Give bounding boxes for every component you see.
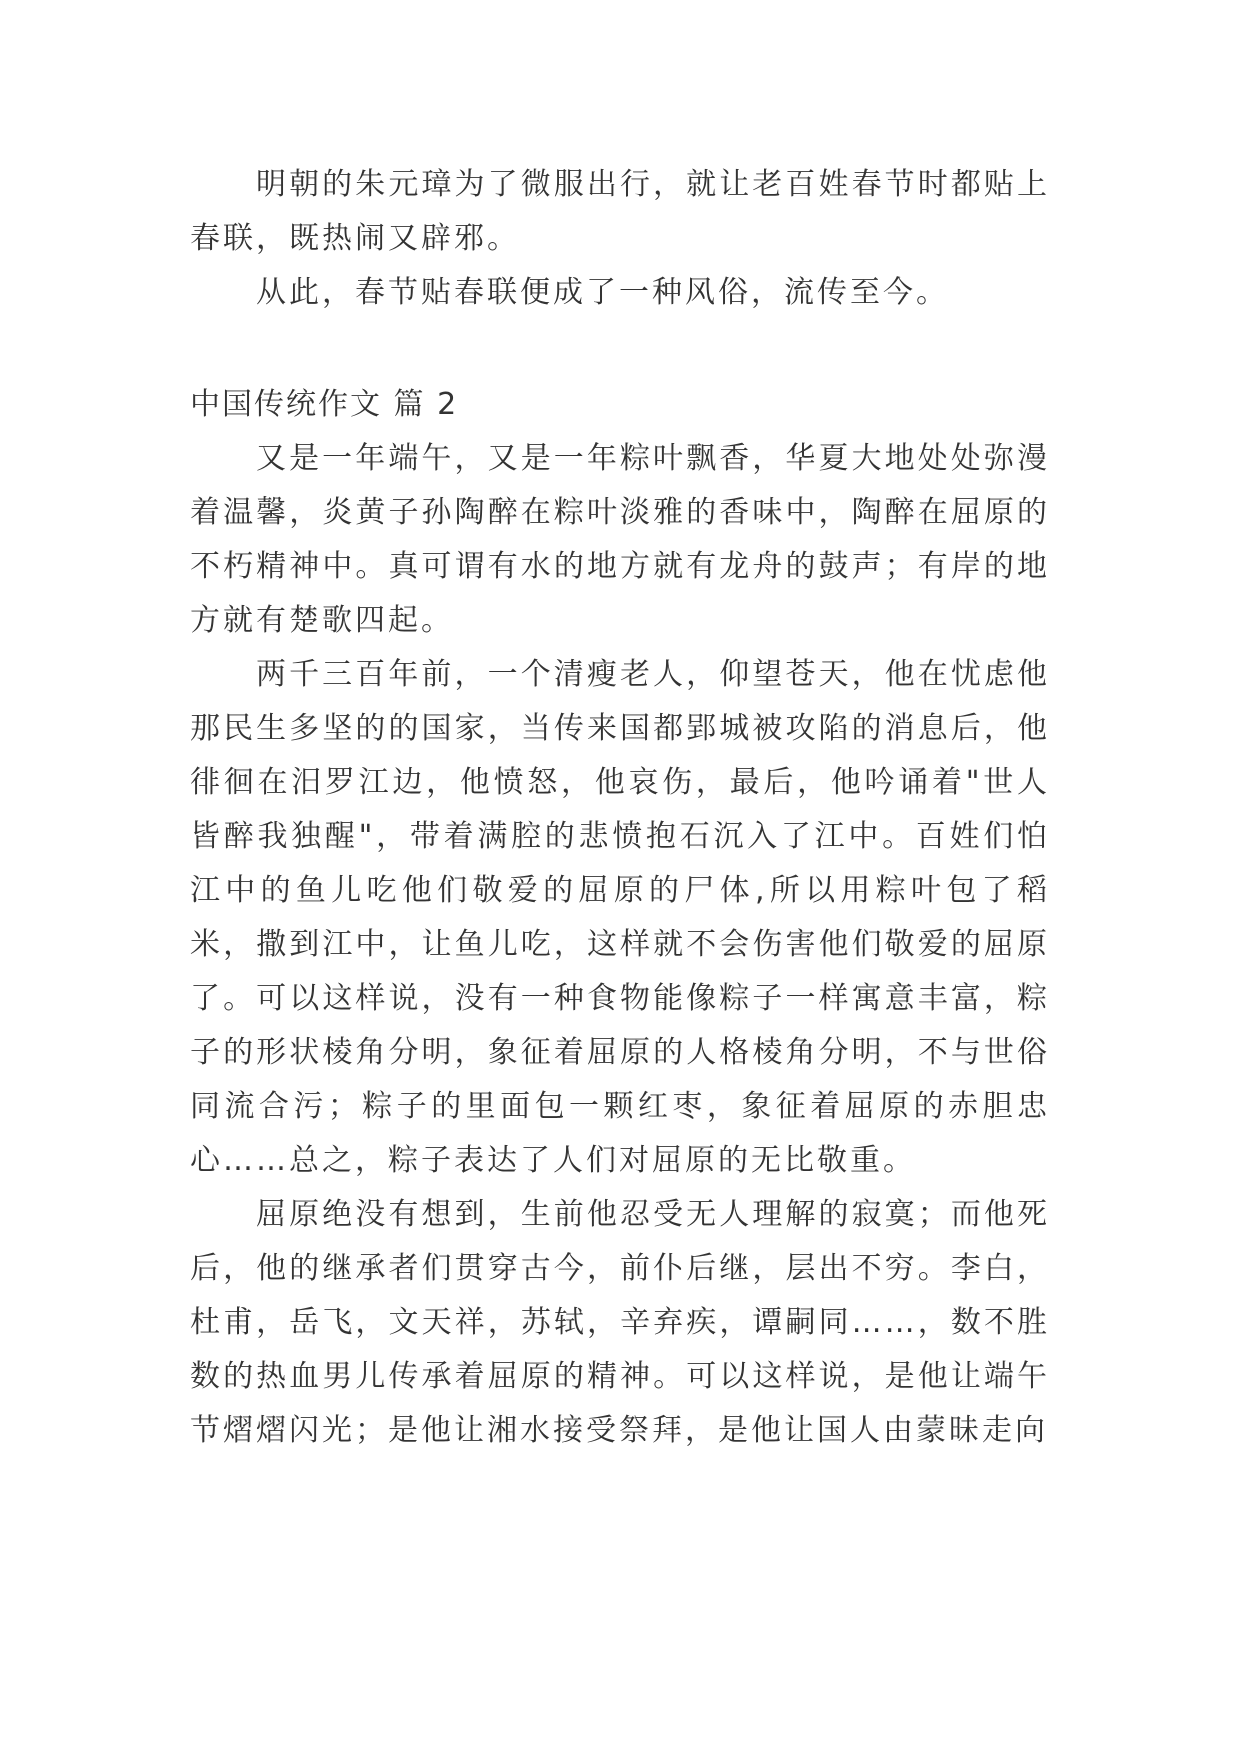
paragraph-duanwu-intro: 又是一年端午，又是一年粽叶飘香，华夏大地处处弥漫着温馨，炎黄子孙陶醉在粽叶淡雅的香味中，陶醉在屈原的不朽精神中。真可谓有水的地方就有龙舟的鼓声；有岸的地方就有楚歌四起。 bbox=[190, 441, 1050, 638]
paragraph-qu-yuan-story: 两千三百年前，一个清瘦老人，仰望苍天，他在忧虑他那民生多坚的的国家，当传来国都郢城被攻陷的消息后，他徘徊在汨罗江边，他愤怒，他哀伤，最后，他吟诵着"世人皆醉我独醒"，带着满腔的悲愤抱石沉入了江中。百姓们怕江中的鱼儿吃他们敬爱的屈原的尸体,所以用粽叶包了稻米，撒到江中，让鱼儿吃，这样就不会伤害他们敬爱的屈原了。可以这样说，没有一种食物能像粽子一样寓意丰富，粽子的形状棱角分明，象征着屈原的人格棱角分明，不与世俗同流合污；粽子的里面包一颗红枣，象征着屈原的赤胆忠心……总之，粽子表达了人们对屈原的无比敬重。 bbox=[190, 657, 1050, 1178]
paragraph-custom-origin: 从此，春节贴春联便成了一种风俗，流传至今。 bbox=[256, 275, 949, 310]
paragraph-zhu-yuanzhang: 明朝的朱元璋为了微服出行，就让老百姓春节时都贴上春联，既热闹又辟邪。 bbox=[190, 167, 1050, 256]
section-spacer bbox=[190, 320, 1050, 378]
paragraph-qu-yuan-legacy: 屈原绝没有想到，生前他忍受无人理解的寂寞；而他死后，他的继承者们贯穿古今，前仆后继，层出不穷。李白，杜甫，岳飞，文天祥，苏轼，辛弃疾，谭嗣同……，数不胜数的热血男儿传承着屈原的精神。可以这样说，是他让端午节熠熠闪光；是他让湘水接受祭拜，是他让国人由蒙昧走向 bbox=[190, 1197, 1050, 1448]
section-heading: 中国传统作文 篇 2 bbox=[190, 387, 459, 422]
document-body bbox=[190, 158, 1050, 1458]
